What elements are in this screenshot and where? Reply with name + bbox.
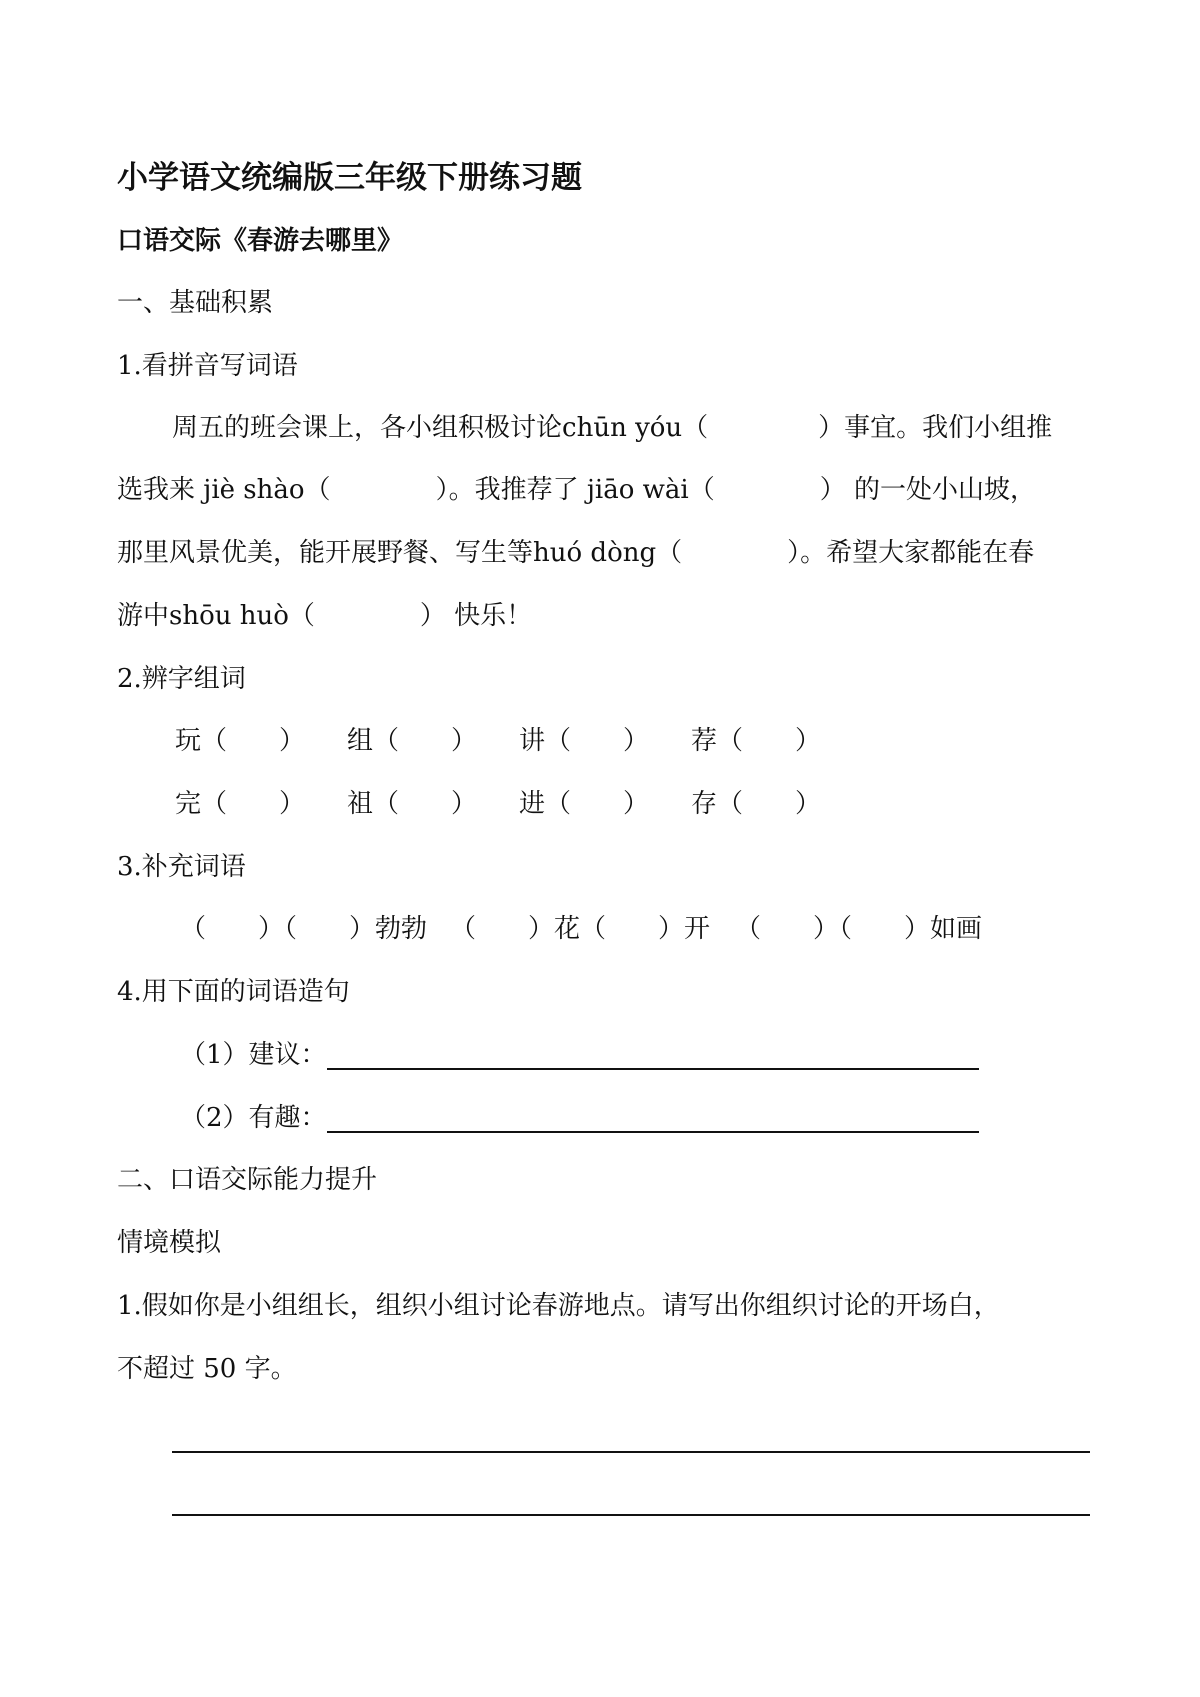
q1-text: 那里风景优美，能开展野餐、写生等 [117, 538, 534, 568]
word-group-item[interactable]: 讲（ ） [519, 726, 650, 756]
q1-text: 周五的班会课上，各小组积极讨论 [172, 413, 563, 443]
part2-heading: 二、口语交际能力提升 [117, 1165, 378, 1195]
q1-text: 选我来 [117, 475, 196, 505]
q1-text: ） 快乐！ [419, 601, 533, 631]
q3-items [180, 912, 982, 946]
pinyin-chunyou: chūn yóu（ [562, 413, 709, 443]
word-group-item[interactable]: 祖（ ） [347, 789, 478, 819]
pinyin-jiaowai: jiāo wài（ [586, 475, 715, 505]
q1-heading: 1.看拼音写词语 [117, 351, 298, 381]
answer-line[interactable] [327, 1068, 979, 1070]
q1-text: ）。我推荐了 [435, 475, 579, 505]
q4-item-1-label: （1）建议： [180, 1040, 327, 1070]
word-group-item[interactable]: 存（ ） [691, 789, 822, 819]
word-group-item[interactable]: 完（ ） [175, 789, 306, 819]
q2-row-1 [175, 724, 863, 758]
word-group-item[interactable]: 玩（ ） [175, 726, 306, 756]
q1-paragraph-line-1 [172, 411, 1052, 445]
part1-heading: 一、基础积累 [117, 288, 274, 318]
answer-line[interactable] [327, 1131, 979, 1133]
word-group-item[interactable]: 进（ ） [519, 789, 650, 819]
answer-line[interactable] [172, 1514, 1090, 1516]
part2-q1-line-2: 不超过 50 字。 [117, 1354, 297, 1384]
page-title: 小学语文统编版三年级下册练习题 [117, 160, 582, 196]
pinyin-jieshao: jiè shào（ [203, 475, 331, 505]
word-group-item[interactable]: 组（ ） [347, 726, 478, 756]
pinyin-shouhuo: shōu huò（ [169, 601, 315, 631]
q2-heading: 2.辨字组词 [117, 664, 246, 694]
pinyin-huodong: huó dòng（ [533, 538, 683, 568]
q1-paragraph-line-3 [117, 536, 1034, 570]
answer-line[interactable] [172, 1451, 1090, 1453]
lesson-title: 口语交际《春游去哪里》 [117, 226, 404, 256]
q2-row-2 [175, 787, 863, 821]
part2-q1-line-1: 1.假如你是小组组长，组织小组讨论春游地点。请写出你组织讨论的开场白， [117, 1291, 1000, 1321]
q3-heading: 3.补充词语 [117, 852, 246, 882]
idiom-blank-item[interactable]: （ ）（ ）如画 [735, 914, 983, 944]
q1-text: 游中 [117, 601, 170, 631]
q1-text: ）。希望大家都能在春 [787, 538, 1035, 568]
part2-subheading: 情境模拟 [117, 1228, 222, 1258]
q4-heading: 4.用下面的词语造句 [117, 977, 350, 1007]
word-group-item[interactable]: 荐（ ） [691, 726, 822, 756]
q1-paragraph-line-2 [117, 473, 1036, 507]
q1-paragraph-line-4 [117, 599, 532, 633]
idiom-blank-item[interactable]: （ ）花（ ）开 [450, 914, 711, 944]
q4-item-2-label: （2）有趣： [180, 1103, 327, 1133]
idiom-blank-item[interactable]: （ ）（ ）勃勃 [180, 914, 428, 944]
q1-text: ）事宜。我们小组推 [818, 413, 1053, 443]
q1-text: ） 的一处小山坡， [819, 475, 1036, 505]
